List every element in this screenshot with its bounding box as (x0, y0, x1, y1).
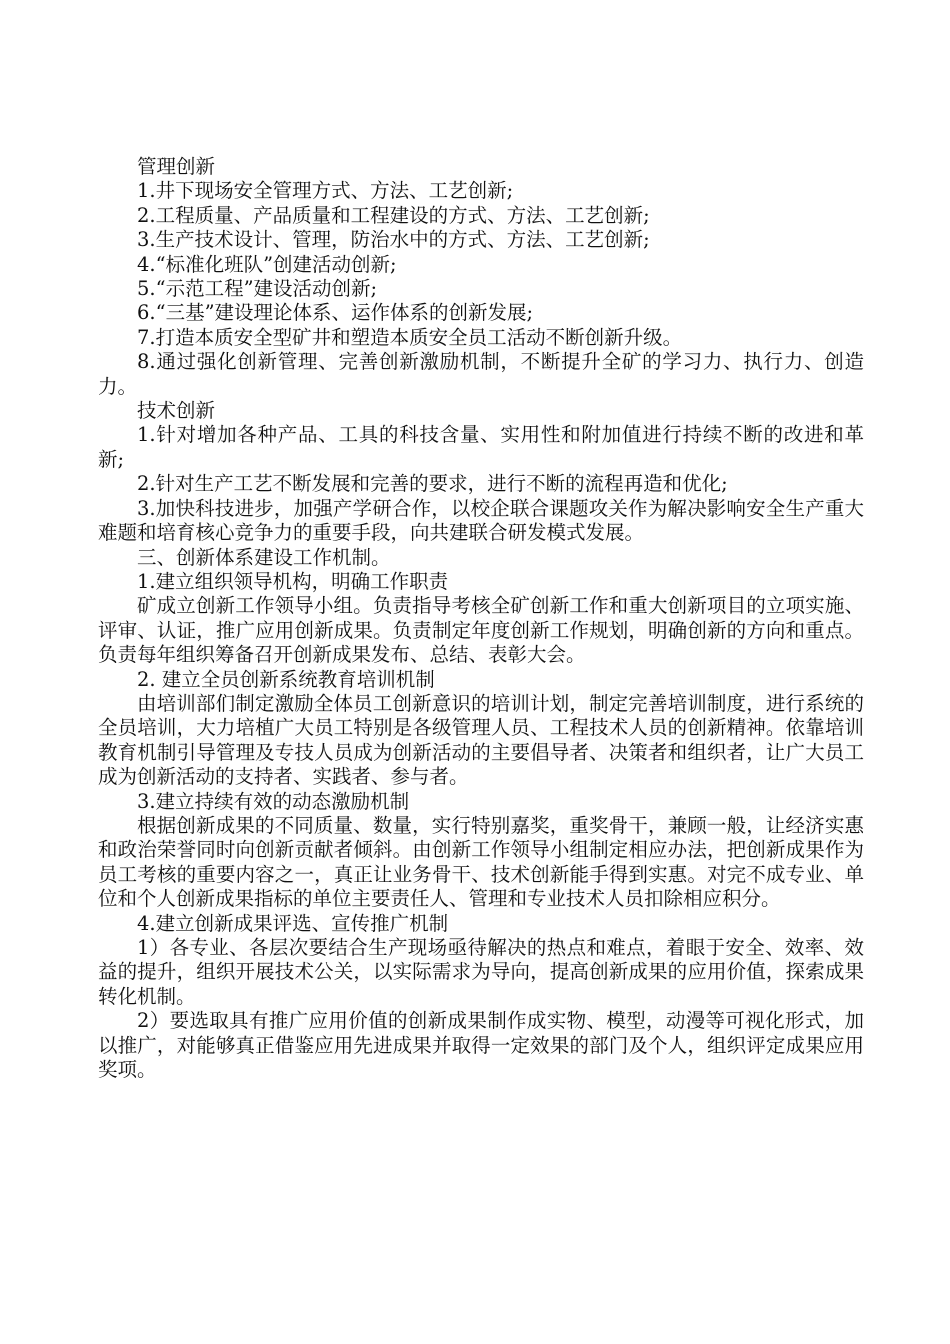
subsection-heading: 1.建立组织领导机构，明确工作职责 (137, 569, 449, 593)
list-item: 3.生产技术设计、管理，防治水中的方式、方法、工艺创新; (137, 228, 650, 252)
list-item: 1.针对增加各种产品、工具的科技含量、实用性和附加值进行持续不断的改进和革新; (98, 423, 864, 471)
heading-management-innovation: 管理创新 (137, 155, 216, 178)
body-paragraph: 2）要选取具有推广应用价值的创新成果制作成实物、模型，动漫等可视化形式，加以推广，对能够真正借鉴应用先进成果并取得一定效果的部门及个人，组织评定成果应用奖项。 (98, 1009, 864, 1082)
body-paragraph: 矿成立创新工作领导小组。负责指导考核全矿创新工作和重大创新项目的立项实施、评审、认证，推广应用创新成果。负责制定年度创新工作规划，明确创新的方向和重点。负责每年组织筹备召开创新成果发布、总结、表彰大会。 (98, 594, 864, 667)
heading-technical-innovation: 技术创新 (137, 399, 216, 423)
list-item: 2.工程质量、产品质量和工程建设的方式、方法、工艺创新; (137, 203, 650, 227)
document-body (98, 155, 864, 1082)
list-item: 2.针对生产工艺不断发展和完善的要求，进行不断的流程再造和优化; (137, 472, 728, 496)
body-paragraph: 由培训部们制定激励全体员工创新意识的培训计划，制定完善培训制度，进行系统的全员培训，大力培植广大员工特别是各级管理人员、工程技术人员的创新精神。依靠培训教育机制引导管理及专技人员成为创新活动的主要倡导者、决策者和组织者，让广大员工成为创新活动的支持者、实践者、参与者。 (98, 691, 864, 789)
subsection-heading: 2. 建立全员创新系统教育培训机制 (137, 667, 435, 691)
subsection-heading: 3.建立持续有效的动态激励机制 (137, 789, 410, 813)
list-item: 4.“标准化班队”创建活动创新; (137, 252, 397, 276)
subsection-heading: 4.建立创新成果评选、宣传推广机制 (137, 911, 449, 935)
body-paragraph: 根据创新成果的不同质量、数量，实行特别嘉奖，重奖骨干，兼顾一般，让经济实惠和政治荣誉同时向创新贡献者倾斜。由创新工作领导小组制定相应办法，把创新成果作为员工考核的重要内容之一，真正让业务骨干、技术创新能手得到实惠。对完不成专业、单位和个人创新成果指标的单位主要责任人、管理和专业技术人员扣除相应积分。 (98, 813, 864, 911)
list-item: 3.加快科技进步，加强产学研合作，以校企联合课题攻关作为解决影响安全生产重大难题和培育核心竞争力的重要手段，向共建联合研发模式发展。 (98, 496, 864, 545)
list-item: 7.打造本质安全型矿井和塑造本质安全员工活动不断创新升级。 (137, 325, 683, 349)
list-item: 6.“三基”建设理论体系、运作体系的创新发展; (137, 301, 534, 325)
list-item: 5.“示范工程”建设活动创新; (137, 277, 378, 301)
section-heading: 三、创新体系建设工作机制。 (137, 545, 391, 569)
body-paragraph: 1）各专业、各层次要结合生产现场亟待解决的热点和难点，着眼于安全、效率、效益的提升，组织开展技术公关，以实际需求为导向，提高创新成果的应用价值，探索成果转化机制。 (98, 936, 864, 1008)
list-item: 1.井下现场安全管理方式、方法、工艺创新; (137, 179, 514, 203)
list-item: 8.通过强化创新管理、完善创新激励机制，不断提升全矿的学习力、执行力、创造力。 (98, 350, 864, 398)
